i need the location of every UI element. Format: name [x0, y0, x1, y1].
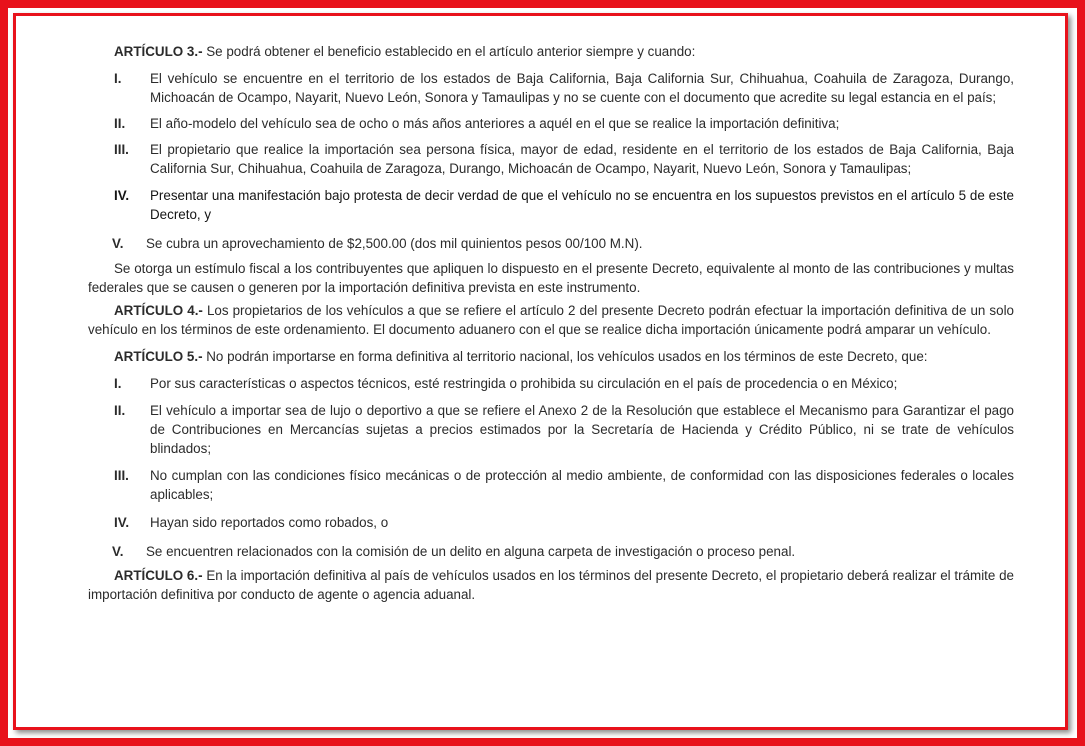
- list-item: IV. Presentar una manifestación bajo protesta de decir verdad de que el vehículo no se encuentra en los supuestos previstos en el artículo 5 de este Decreto, y: [114, 188, 1014, 222]
- articulo-3-closing: Se otorga un estímulo fiscal a los contribuyentes que apliquen lo dispuesto en el presente Decreto, equivalente al monto de las contribuciones y multas federales que se causen o generen por la importación definitiva prevista en este instrumento.: [88, 261, 1014, 295]
- articulo-6: ARTÍCULO 6.- En la importación definitiva al país de vehículos usados en los términos del presente Decreto, el propietario deberá realizar el trámite de importación definitiva por conducto de agente o agencia aduanal.: [88, 568, 1014, 602]
- list-item: V. Se cubra un aprovechamiento de $2,500.00 (dos mil quinientos pesos 00/100 M.N).: [112, 236, 643, 251]
- articulo-4: ARTÍCULO 4.- Los propietarios de los vehículos a que se refiere el artículo 2 del presente Decreto podrán efectuar la importación definitiva de un solo vehículo en los términos de este ordenamiento. El documento aduanero con el que se realice dicha importación únicamente podrá amparar un vehículo.: [88, 303, 1014, 337]
- list-item: II. El año-modelo del vehículo sea de ocho o más años anteriores a aquél en el que se realice la importación definitiva;: [114, 116, 840, 131]
- list-item: I. Por sus características o aspectos técnicos, esté restringida o prohibida su circulación en el país de procedencia o en México;: [114, 376, 898, 391]
- articulo-3-heading: ARTÍCULO 3.-: [114, 44, 203, 59]
- list-item: I. El vehículo se encuentre en el territorio de los estados de Baja California, Baja California Sur, Chihuahua, Coahuila de Zaragoza, Durango, Michoacán de Ocampo, Nayarit, Nuevo León, Sonora y Tamaulipas y no se cuente con el documento que acredite su legal estancia en el país;: [114, 71, 1014, 105]
- articulo-6-heading: ARTÍCULO 6.-: [114, 568, 203, 583]
- list-item: V. Se encuentren relacionados con la comisión de un delito en alguna carpeta de investigación o proceso penal.: [112, 544, 796, 559]
- articulo-3-intro: ARTÍCULO 3.- Se podrá obtener el beneficio establecido en el artículo anterior siempre y cuando:: [114, 44, 696, 59]
- list-item: IV. Hayan sido reportados como robados, o: [114, 515, 389, 530]
- articulo-4-heading: ARTÍCULO 4.-: [114, 303, 203, 318]
- articulo-5-heading: ARTÍCULO 5.-: [114, 349, 203, 364]
- list-item: II. El vehículo a importar sea de lujo o deportivo a que se refiere el Anexo 2 de la Resolución que establece el Mecanismo para Garantizar el pago de Contribuciones en Mercancías sujetas a precios estimados por la Secretaría de Hacienda y Crédito Público, ni se trate de vehículos blindados;: [114, 403, 1014, 456]
- decree-text: [88, 42, 1014, 604]
- articulo-5-intro: ARTÍCULO 5.- No podrán importarse en forma definitiva al territorio nacional, los vehículos usados en los términos de este Decreto, que:: [114, 349, 928, 364]
- list-item: III. El propietario que realice la importación sea persona física, mayor de edad, residente en el territorio de los estados de Baja California, Baja California Sur, Chihuahua, Coahuila de Zaragoza, Durango, Michoacán de Ocampo, Nayarit, Nuevo León, Sonora y Tamaulipas;: [114, 142, 1014, 176]
- list-item: III. No cumplan con las condiciones físico mecánicas o de protección al medio ambiente, de conformidad con las disposiciones federales o locales aplicables;: [114, 468, 1014, 502]
